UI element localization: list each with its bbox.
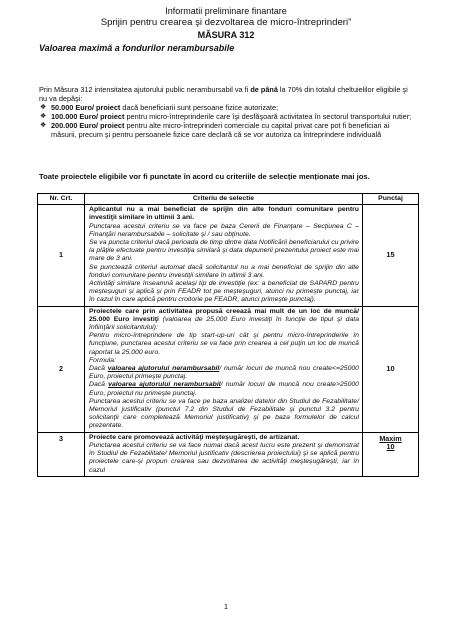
section-title: Valoarea maximă a fondurilor nerambursabile <box>39 43 235 53</box>
limit-amount: 50.000 Euro/ proiect <box>51 103 121 113</box>
limit-amount: 200.000 Euro/ proiect <box>51 120 125 130</box>
intro-paragraph <box>39 86 415 103</box>
formula-line <box>89 365 359 381</box>
formula-line <box>89 381 359 397</box>
criteria-cell <box>85 432 363 476</box>
criteria-title: Proiecte care promovează activităţi meşteşugăreşti, de artizanat. <box>89 433 300 441</box>
row-number: 1 <box>38 205 85 306</box>
formula-condition: / număr locuri de muncă nou create<=25000 Euro, proiectul primeşte punctaj. <box>89 365 359 381</box>
header-info-line: Informatii preliminare finantare <box>165 6 287 16</box>
criteria-cell <box>85 306 363 432</box>
table-header-row <box>38 194 419 205</box>
criteria-note: Punctarea acestui criteriu se va face pe baza analizei datelor din Studiul de Fezabilitate/ Memoriul justificativ (punctul 7.2 din Studiul de Fezabilitate şi punctul 3.2 pentru solicitanţii care completează Memoriul justificativ) şi pe baza formulelor de calcul prezentate. <box>89 397 359 430</box>
funding-limit-item <box>39 122 415 139</box>
criteria-heading: Toate proiectele eligibile vor fi punctate în acord cu criteriile de selecție menționate mai jos. <box>39 172 370 181</box>
row-number: 3 <box>38 432 85 476</box>
criteria-cell <box>85 205 363 306</box>
limit-text: dacă beneficiarii sunt persoane fizice autorizate; <box>120 103 279 113</box>
criteria-note: Punctarea acestui criteriu se va face numai dacă acest lucru este prezent şi demonstrat în Studiul de Fezabilitate/ Memoriul justificativ (descrierea proiectului) şi se aplică pentru proiectele care-şi propun crearea sau dezvoltarea de activităţi meşteşugăreşti, iar în cazul <box>89 441 359 474</box>
points-cell <box>363 432 419 476</box>
criteria-title <box>89 308 359 333</box>
funding-limits-list <box>39 104 415 139</box>
criteria-title: Aplicantul nu a mai beneficiat de sprijin din alte fonduri comunitare pentru investiţii similare în ultimii 3 ani. <box>89 206 359 222</box>
criteria-title-rest: (valoarea de 25.000 Euro investiţi în funcţie de tipul şi data înfiinţării solicitantului): <box>89 315 359 332</box>
criteria-note: Pentru micro-întreprindere de tip start-up-uri cât şi pentru micro-întreprinderile în funcţiune, punctarea acestui criteriu se va face prin crearea a cel puţin un loc de muncă raportat la 25.000 euro. <box>89 332 359 356</box>
formula-prefix: Dacă <box>89 365 108 373</box>
intro-text: Prin Măsura 312 intensitatea ajutorului public nerambursabil va fi <box>39 85 251 94</box>
selection-criteria-table <box>37 193 419 477</box>
criteria-title-bold: Proiectele care prin activitatea propusă creează mai mult de un loc de muncă/ 25.000 Euro investiţi <box>89 307 359 323</box>
intro-text-end: la 70% din totalul cheltuielilor eligibile şi nu va depăşi: <box>39 85 408 103</box>
points-value: 10 <box>363 306 419 432</box>
bullet-icon: ❖ <box>40 121 47 129</box>
page-number: 1 <box>223 602 229 611</box>
intro-block <box>39 86 415 139</box>
bullet-icon: ❖ <box>40 113 47 121</box>
formula-label: Formula: <box>89 356 117 364</box>
bullet-icon: ❖ <box>40 104 47 112</box>
criteria-note: Se punctează criteriul automat dacă solicitantul nu a mai beneficiat de sprijin din alte fonduri comunitare pentru investiţii similare în ultimii 3 ani. <box>89 263 359 279</box>
formula-prefix: Dacă <box>89 381 109 389</box>
table-row <box>38 306 419 432</box>
header-nr-crt: Nr. Crt. <box>38 194 85 205</box>
limit-text: pentru alte micro-întreprinderi comerciale cu capital privat care pot fi beneficiari ai măsurii, precum şi pentru persoanele fizice care declară că se vor autoriza ca întreprindere individuală <box>51 120 390 139</box>
points-value: 15 <box>363 205 419 306</box>
points-value: 10 <box>386 441 395 451</box>
formula-term: valoarea ajutorului nerambursabil <box>107 365 220 373</box>
points-max-label: Maxim <box>379 433 402 443</box>
header-measure: MĂSURA 312 <box>197 30 255 40</box>
intro-bold: de până <box>250 85 278 94</box>
criteria-note: Se va puncta criteriul dacă perioada de timp dintre data Notificării beneficiarului cu privire la plăţile efectuate pentru investiţia similară şi data depunerii prezentului proiect este mai mare de 3 ani. <box>89 239 359 263</box>
table-row <box>38 432 419 476</box>
criteria-note: Activităţi similare înseamnă acelaşi tip de investiţie (ex: a beneficiat de SAPARD pentru meşteşuguri şi aplică şi prin FEADR tot pe meşteşuguri, atunci nu primeşte punctaj, iar în cazul în care aplică pentru croitorie pe FEADR, atunci primeşte punctaj). <box>89 280 359 304</box>
header-points: Punctaj <box>363 194 419 205</box>
limit-amount: 100.000 Euro/ proiect <box>51 112 125 122</box>
limit-text: pentru micro-întreprinderile care îşi desfăşoară activitatea în sectorul transportului rutier; <box>124 112 412 122</box>
header-program-title: Sprijin pentru crearea şi dezvoltarea de micro-întreprinderi” <box>100 17 352 28</box>
criteria-note: Punctarea acestui criteriu se va face pe baza Cererii de Finanţare – Secţiunea C – Finanţări nerambursabile – solicitate şi / sau obţinute. <box>89 222 359 238</box>
header-criteria: Criteriu de selectie <box>85 194 363 205</box>
table-row <box>38 205 419 306</box>
row-number: 2 <box>38 306 85 432</box>
formula-term: valoarea ajutorului nerambursabil <box>108 381 221 389</box>
formula-condition: / număr locuri de muncă nou create>25000 Euro, proiectul nu primeşte punctaj. <box>89 381 359 397</box>
